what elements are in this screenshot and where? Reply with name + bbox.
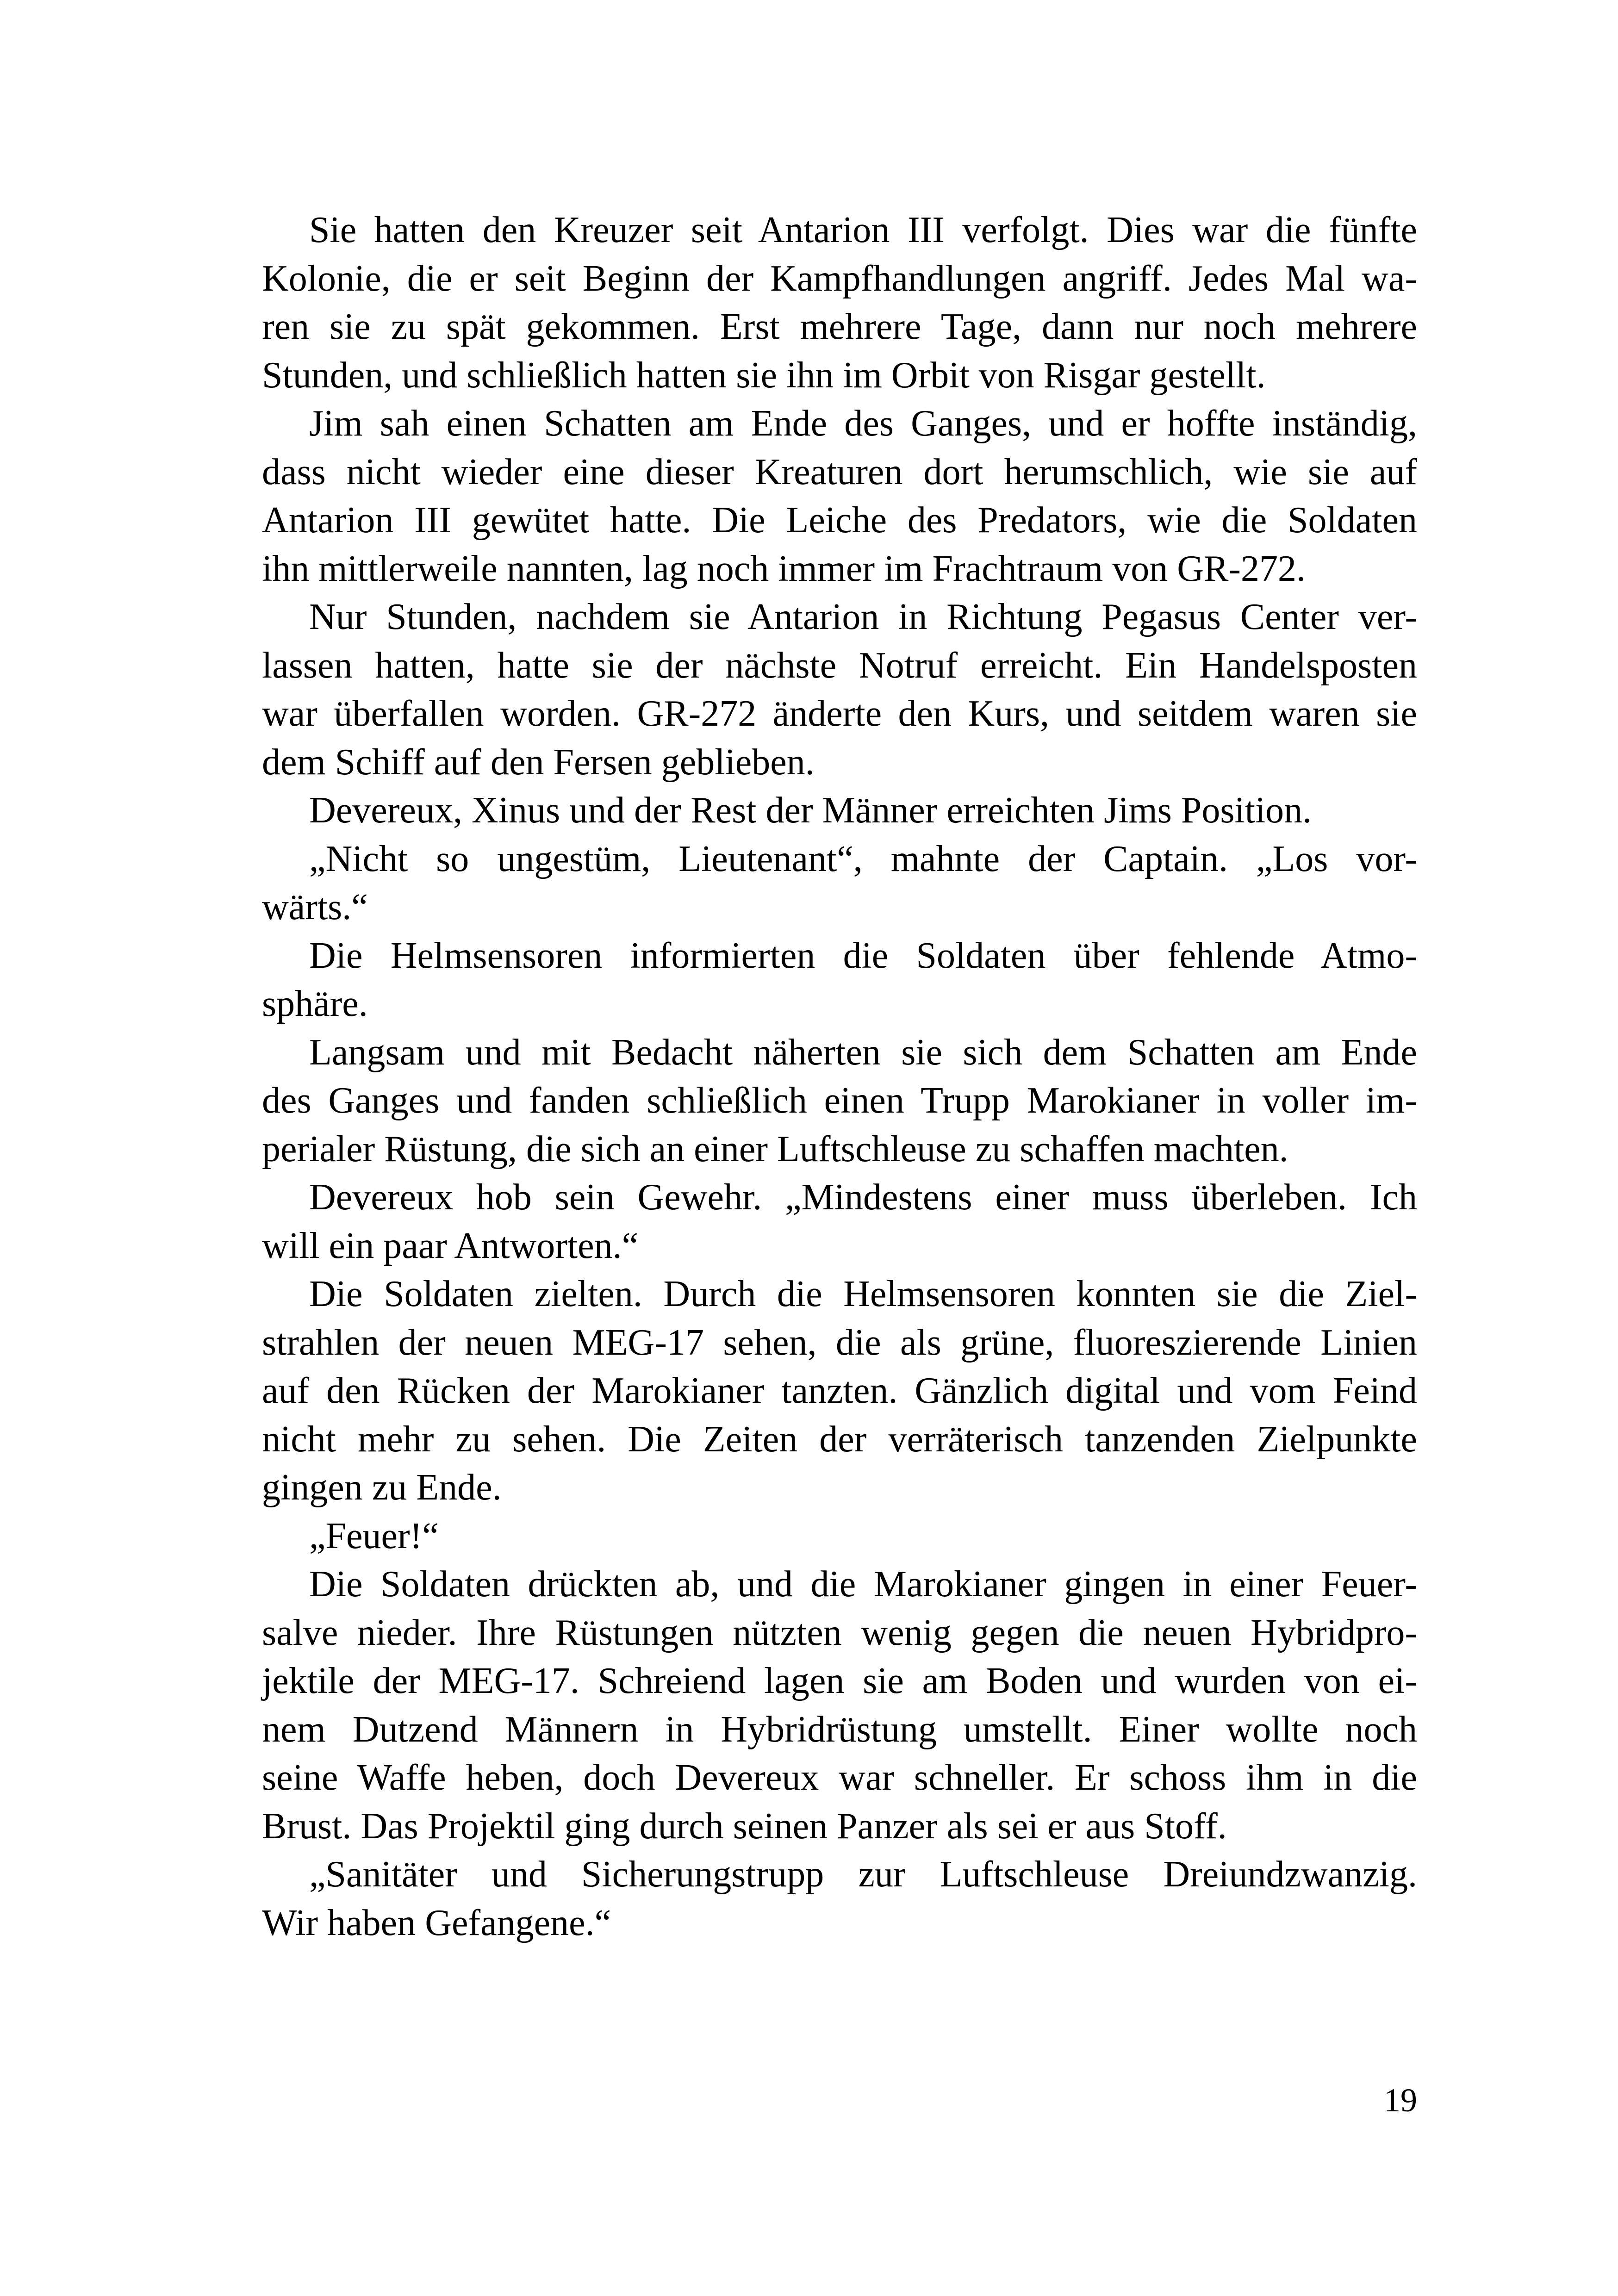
paragraph	[262, 1173, 1417, 1270]
text-line: Devereux, Xinus und der Rest der Männer erreichten Jims Position.	[309, 790, 1312, 831]
text-line: Kolonie, die er seit Beginn der Kampfhandlungen angriff. Jedes Mal wa-	[262, 258, 1417, 299]
body-text	[262, 206, 1417, 1947]
text-line: Die Soldaten zielten. Durch die Helmsensoren konnten sie die Ziel-	[309, 1274, 1417, 1314]
text-line: Stunden, und schließlich hatten sie ihn im Orbit von Risgar gestellt.	[262, 355, 1266, 396]
text-line: Nur Stunden, nachdem sie Antarion in Richtung Pegasus Center ver-	[309, 597, 1417, 637]
text-line: dass nicht wieder eine dieser Kreaturen dort herumschlich, wie sie auf	[262, 451, 1417, 492]
text-line: wärts.“	[262, 887, 368, 927]
paragraph	[262, 786, 1417, 835]
text-line: des Ganges und fanden schließlich einen Trupp Marokianer in voller im-	[262, 1080, 1417, 1121]
text-line: „Nicht so ungestüm, Lieutenant“, mahnte der Captain. „Los vor-	[309, 838, 1417, 879]
paragraph	[262, 206, 1417, 399]
text-line: Langsam und mit Bedacht näherten sie sich dem Schatten am Ende	[309, 1032, 1417, 1073]
text-line: nicht mehr zu sehen. Die Zeiten der verräterisch tanzenden Zielpunkte	[262, 1419, 1417, 1460]
paragraph	[262, 1512, 1417, 1561]
paragraph	[262, 1270, 1417, 1512]
text-line: seine Waffe heben, doch Devereux war schneller. Er schoss ihm in die	[262, 1757, 1417, 1798]
text-line: Jim sah einen Schatten am Ende des Ganges, und er hoffte inständig,	[309, 403, 1417, 444]
text-line: perialer Rüstung, die sich an einer Luftschleuse zu schaffen machten.	[262, 1128, 1288, 1170]
text-line: nem Dutzend Männern in Hybridrüstung umstellt. Einer wollte noch	[262, 1709, 1417, 1750]
text-line: strahlen der neuen MEG-17 sehen, die als grüne, fluoreszierende Linien	[262, 1322, 1417, 1363]
text-line: Brust. Das Projektil ging durch seinen Panzer als sei er aus Stoff.	[262, 1805, 1227, 1847]
text-line: „Feuer!“	[309, 1515, 439, 1556]
text-line: Devereux hob sein Gewehr. „Mindestens einer muss überleben. Ich	[309, 1177, 1417, 1218]
text-line: Die Helmsensoren informierten die Soldaten über fehlende Atmo-	[309, 935, 1417, 976]
text-line: Antarion III gewütet hatte. Die Leiche des Predators, wie die Soldaten	[262, 500, 1417, 541]
text-line: ihn mittlerweile nannten, lag noch immer im Frachtraum von GR-272.	[262, 548, 1306, 589]
text-line: Sie hatten den Kreuzer seit Antarion III verfolgt. Dies war die fünfte	[309, 210, 1417, 250]
text-line: „Sanitäter und Sicherungstrupp zur Luftschleuse Dreiundzwanzig.	[309, 1854, 1417, 1895]
text-line: will ein paar Antworten.“	[262, 1225, 639, 1266]
paragraph	[262, 1560, 1417, 1850]
paragraph	[262, 593, 1417, 786]
text-line: Wir haben Gefangene.“	[262, 1902, 611, 1943]
paragraph	[262, 1850, 1417, 1947]
text-line: dem Schiff auf den Fersen geblieben.	[262, 741, 815, 783]
text-line: ren sie zu spät gekommen. Erst mehrere Tage, dann nur noch mehrere	[262, 306, 1417, 347]
text-line: jektile der MEG-17. Schreiend lagen sie am Boden und wurden von ei-	[262, 1661, 1417, 1701]
text-line: gingen zu Ende.	[262, 1467, 502, 1508]
text-line: war überfallen worden. GR-272 änderte den Kurs, und seitdem waren sie	[262, 693, 1417, 734]
text-line: sphäre.	[262, 983, 368, 1024]
text-line: Die Soldaten drückten ab, und die Marokianer gingen in einer Feuer-	[309, 1564, 1417, 1605]
page-number: 19	[1384, 2082, 1417, 2119]
paragraph	[262, 399, 1417, 593]
text-line: salve nieder. Ihre Rüstungen nützten wenig gegen die neuen Hybridpro-	[262, 1612, 1417, 1653]
paragraph	[262, 835, 1417, 932]
paragraph	[262, 1028, 1417, 1174]
text-line: lassen hatten, hatte sie der nächste Notruf erreicht. Ein Handelsposten	[262, 645, 1417, 686]
paragraph	[262, 932, 1417, 1028]
text-line: auf den Rücken der Marokianer tanzten. Gänzlich digital und vom Feind	[262, 1370, 1417, 1411]
